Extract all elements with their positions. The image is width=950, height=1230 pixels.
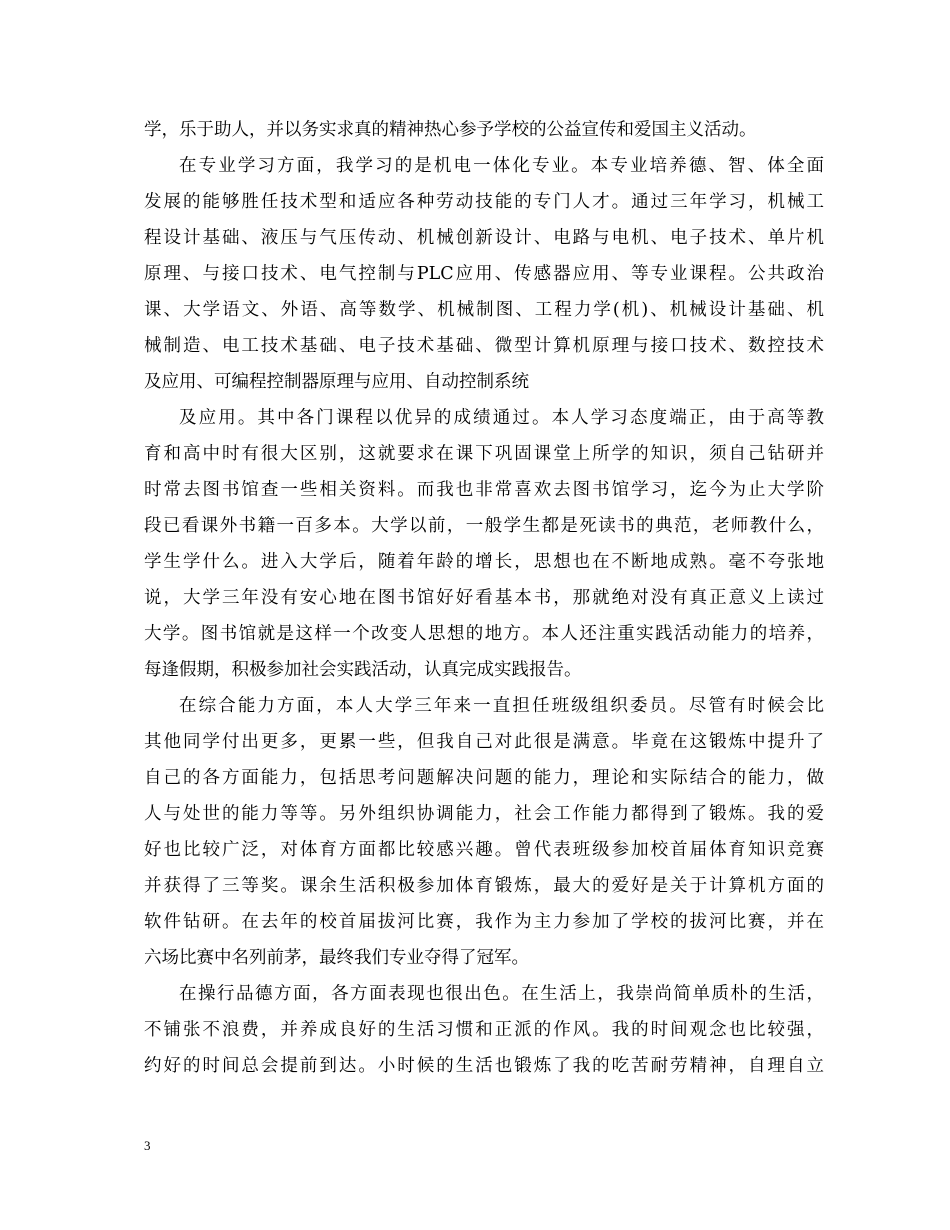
- text-line: 及应用。其中各门课程以优异的成绩通过。本人学习态度端正，由于高等教: [179, 408, 824, 428]
- text-line: 人与处世的能力等等。另外组织协调能力，社会工作能力都得到了锻炼。我的爱: [144, 804, 824, 824]
- text-line: 大学。图书馆就是这样一个改变人思想的地方。本人还注重实践活动能力的培养，: [144, 624, 824, 644]
- text-line: 在操行品德方面，各方面表现也很出色。在生活上，我崇尚简单质朴的生活，: [179, 984, 824, 1004]
- text-line: 械制造、电工技术基础、电子技术基础、微型计算机原理与接口技术、数控技术: [144, 336, 824, 356]
- text-line: 学，乐于助人，并以务实求真的精神热心参予学校的公益宣传和爱国主义活动。: [144, 120, 757, 140]
- text-line: 课、大学语文、外语、高等数学、机械制图、工程力学(机)、机械设计基础、机: [144, 300, 824, 320]
- text-line: 及应用、可编程控制器原理与应用、自动控制系统: [144, 372, 529, 392]
- text-line: 约好的时间总会提前到达。小时候的生活也锻炼了我的吃苦耐劳精神，自理自立: [144, 1056, 824, 1076]
- text-line: 说，大学三年没有安心地在图书馆好好看基本书，那就绝对没有真正意义上读过: [144, 588, 824, 608]
- text-line: 程设计基础、液压与气压传动、机械创新设计、电路与电机、电子技术、单片机: [144, 228, 824, 248]
- text-line: 在综合能力方面，本人大学三年来一直担任班级组织委员。尽管有时候会比: [179, 696, 824, 716]
- text-line: 不铺张不浪费，并养成良好的生活习惯和正派的作风。我的时间观念也比较强，: [144, 1020, 824, 1040]
- text-line: 好也比较广泛，对体育方面都比较感兴趣。曾代表班级参加校首届体育知识竞赛: [144, 840, 824, 860]
- page-number: 3: [144, 1138, 151, 1153]
- text-line: 育和高中时有很大区别，这就要求在课下巩固课堂上所学的知识，须自己钻研并: [144, 444, 824, 464]
- text-line: 软件钻研。在去年的校首届拔河比赛，我作为主力参加了学校的拔河比赛，并在: [144, 912, 824, 932]
- text-line: 在专业学习方面，我学习的是机电一体化专业。本专业培养德、智、体全面: [179, 156, 824, 176]
- text-line: 其他同学付出更多，更累一些，但我自己对此很是满意。毕竟在这锻炼中提升了: [144, 732, 824, 752]
- text-line: 时常去图书馆查一些相关资料。而我也非常喜欢去图书馆学习，迄今为止大学阶: [144, 480, 824, 500]
- text-line: 并获得了三等奖。课余生活积极参加体育锻炼，最大的爱好是关于计算机方面的: [144, 876, 824, 896]
- text-line: 自己的各方面能力，包括思考问题解决问题的能力，理论和实际结合的能力，做: [144, 768, 824, 788]
- text-line: 原理、与接口技术、电气控制与PLC应用、传感器应用、等专业课程。公共政治: [144, 264, 824, 284]
- text-line: 段已看课外书籍一百多本。大学以前，一般学生都是死读书的典范，老师教什么，: [144, 516, 824, 536]
- body-text: [144, 112, 824, 1084]
- text-line: 发展的能够胜任技术型和适应各种劳动技能的专门人才。通过三年学习，机械工: [144, 192, 824, 212]
- text-line: 每逢假期，积极参加社会实践活动，认真完成实践报告。: [144, 660, 582, 680]
- text-line: 学生学什么。进入大学后，随着年龄的增长，思想也在不断地成熟。毫不夸张地: [144, 552, 824, 572]
- text-line: 六场比赛中名列前茅，最终我们专业夺得了冠军。: [144, 948, 529, 968]
